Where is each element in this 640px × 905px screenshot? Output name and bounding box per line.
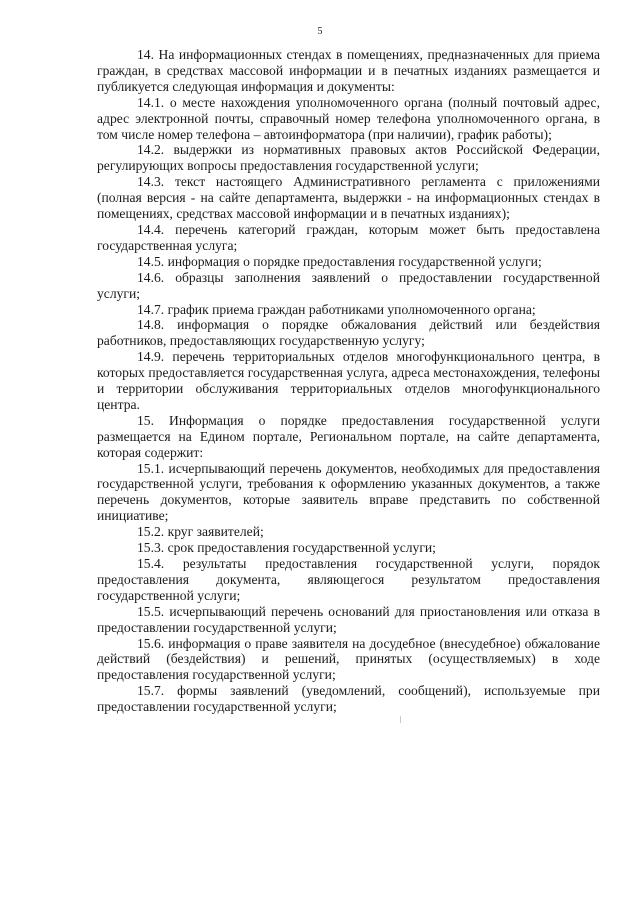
paragraph-14-6: 14.6. образцы заполнения заявлений о предоставлении государственной услуги; bbox=[97, 269, 600, 301]
paragraph-14-2: 14.2. выдержки из нормативных правовых актов Российской Федерации, регулирующих вопросы предоставления государственной услуги; bbox=[97, 142, 600, 174]
paragraph-14-9: 14.9. перечень территориальных отделов многофункционального центра, в которых предоставляется государственная услуга, адреса местонахождения, телефоны и территории обслуживания территориальных отделов многофункционального центра. bbox=[97, 349, 600, 412]
paragraph-14-1: 14.1. о месте нахождения уполномоченного органа (полный почтовый адрес, адрес электронной почты, справочный номер телефона уполномоченного органа, в том числе номер телефона – автоинформатора (при наличии), график работы); bbox=[97, 94, 600, 142]
paragraph-14-5: 14.5. информация о порядке предоставления государственной услуги; bbox=[137, 253, 542, 269]
paragraph-15-1: 15.1. исчерпывающий перечень документов, необходимых для предоставления государственной услуги, требования к оформлению указанных документов, а также перечень документов, которые заявитель вправе представить по собственной инициативе; bbox=[97, 460, 600, 524]
paragraph-15-3: 15.3. срок предоставления государственной услуги; bbox=[137, 540, 436, 556]
paragraph-15-2: 15.2. круг заявителей; bbox=[137, 524, 264, 540]
paragraph-14-8: 14.8. информация о порядке обжалования действий или бездействия работников, предоставляющих государственную услугу; bbox=[97, 317, 600, 349]
paragraph-14: 14. На информационных стендах в помещениях, предназначенных для приема граждан, в средствах массовой информации и в печатных изданиях размещается и публикуется следующая информация и документы: bbox=[97, 47, 600, 94]
paragraph-14-4: 14.4. перечень категорий граждан, которым может быть предоставлена государственная услуга; bbox=[97, 221, 600, 253]
paragraph-15: 15. Информация о порядке предоставления государственной услуги размещается на Едином портале, Региональном портале, на сайте департамента, которая содержит: bbox=[97, 412, 600, 460]
paragraph-15-6: 15.6. информация о праве заявителя на досудебное (внесудебное) обжалование действий (бездействия) и решений, принятых (осуществляемых) в ходе предоставления государственной услуги; bbox=[97, 635, 600, 683]
paragraph-15-4: 15.4. результаты предоставления государственной услуги, порядок предоставления документа, являющегося результатом предоставления государственной услуги; bbox=[97, 556, 600, 603]
paragraph-14-7: 14.7. график приема граждан работниками уполномоченного органа; bbox=[137, 301, 536, 317]
document-body bbox=[97, 47, 600, 715]
paragraph-15-5: 15.5. исчерпывающий перечень оснований для приостановления или отказа в предоставлении государственной услуги; bbox=[97, 603, 600, 635]
page-number: 5 bbox=[317, 26, 323, 37]
paragraph-14-3: 14.3. текст настоящего Административного регламента с приложениями (полная версия - на сайте департамента, выдержки - на информационных стендах в помещениях, средствах массовой информации и в печатных изданиях); bbox=[97, 174, 600, 222]
scan-mark bbox=[400, 716, 401, 723]
paragraph-15-7: 15.7. формы заявлений (уведомлений, сообщений), используемые при предоставлении государственной услуги; bbox=[97, 683, 600, 715]
